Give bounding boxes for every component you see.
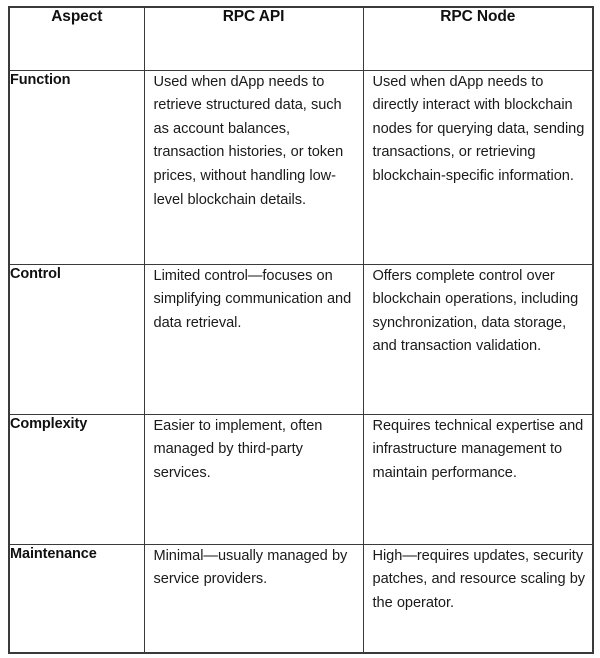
rpc-comparison-table <box>8 6 594 654</box>
row-label-control: Control <box>9 264 144 414</box>
cell-function-rpc-api: Used when dApp needs to retrieve structured data, such as account balances, transaction histories, or token prices, without handling low-level blockchain details. <box>144 70 363 264</box>
table-row <box>9 414 593 544</box>
table-row <box>9 544 593 653</box>
table-row <box>9 70 593 264</box>
table-header <box>9 7 593 70</box>
cell-complexity-rpc-api: Easier to implement, often managed by third-party services. <box>144 414 363 544</box>
row-label-function: Function <box>9 70 144 264</box>
table-row <box>9 264 593 414</box>
table-header-row <box>9 7 593 70</box>
row-label-complexity: Complexity <box>9 414 144 544</box>
column-header-rpc-api: RPC API <box>144 7 363 70</box>
cell-complexity-rpc-node: Requires technical expertise and infrastructure management to maintain performance. <box>363 414 593 544</box>
cell-maintenance-rpc-node: High—requires updates, security patches, and resource scaling by the operator. <box>363 544 593 653</box>
cell-maintenance-rpc-api: Minimal—usually managed by service providers. <box>144 544 363 653</box>
cell-control-rpc-api: Limited control—focuses on simplifying communication and data retrieval. <box>144 264 363 414</box>
table-body <box>9 70 593 653</box>
row-label-maintenance: Maintenance <box>9 544 144 653</box>
column-header-rpc-node: RPC Node <box>363 7 593 70</box>
comparison-table-container <box>8 6 592 652</box>
cell-function-rpc-node: Used when dApp needs to directly interact with blockchain nodes for querying data, sending transactions, or retrieving blockchain-specific information. <box>363 70 593 264</box>
cell-control-rpc-node: Offers complete control over blockchain operations, including synchronization, data storage, and transaction validation. <box>363 264 593 414</box>
column-header-aspect: Aspect <box>9 7 144 70</box>
